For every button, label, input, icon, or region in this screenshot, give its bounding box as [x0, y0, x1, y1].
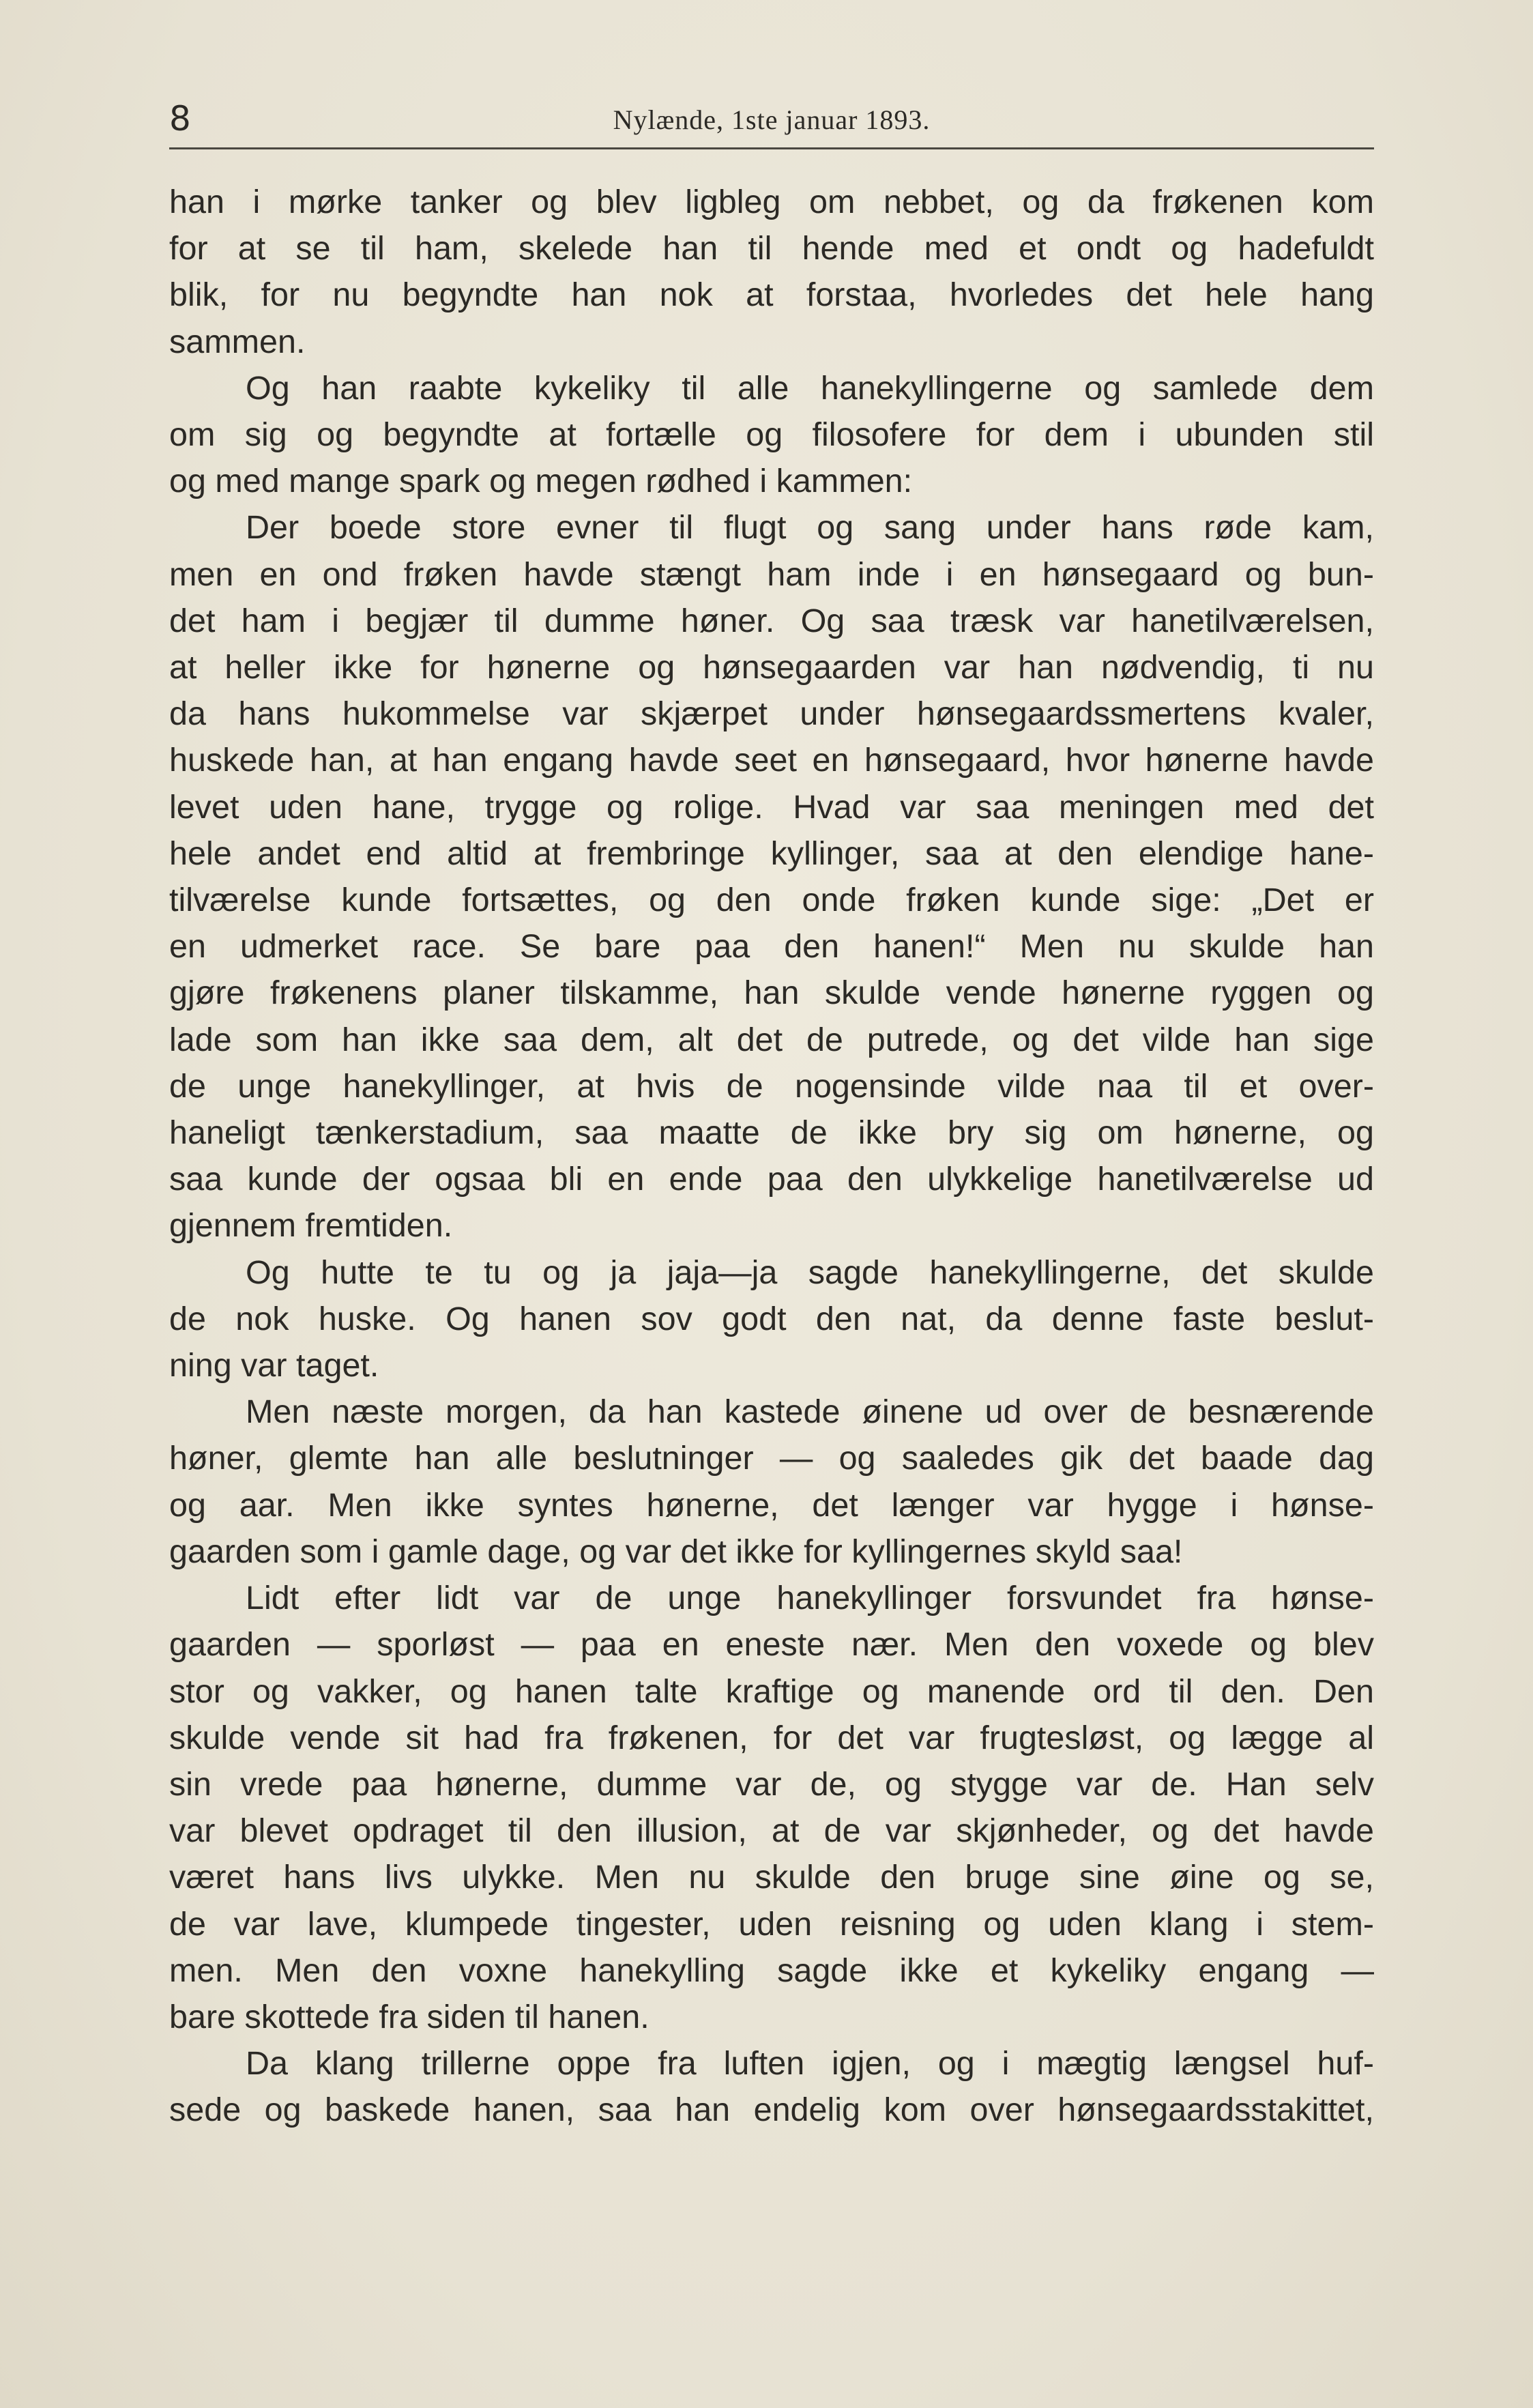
text-line: bare skottede fra siden til hanen.	[169, 1998, 649, 2035]
text-line: sammen.	[169, 323, 306, 360]
text-line: Men næste morgen, da han kastede øinene ud over de besnærende	[246, 1393, 1374, 1431]
body-text	[169, 179, 1374, 2134]
text-line: Lidt efter lidt var de unge hanekyllinger forsvundet fra hønse-	[246, 1580, 1374, 1617]
text-line: gaarden som i gamle dage, og var det ikke for kyllingernes skyld saa!	[169, 1533, 1183, 1570]
text-line: for at se til ham, skelede han til hende med et ondt og hadefuldt	[169, 230, 1374, 267]
text-line: ning var taget.	[169, 1347, 379, 1384]
text-line: de unge hanekyllinger, at hvis de nogensinde vilde naa til et over-	[169, 1067, 1374, 1105]
text-line: da hans hukommelse var skjærpet under hønsegaardssmertens kvaler,	[169, 695, 1374, 733]
text-line: tilværelse kunde fortsættes, og den onde frøken kunde sige: „Det er	[169, 882, 1374, 919]
text-line: skulde vende sit had fra frøkenen, for det var frugtesløst, og lægge al	[169, 1719, 1374, 1756]
text-line: levet uden hane, trygge og rolige. Hvad var saa meningen med det	[169, 788, 1374, 826]
text-line: gjennem fremtiden.	[169, 1207, 453, 1245]
page-header	[169, 96, 1374, 149]
text-line: Og han raabte kykeliky til alle hanekyllingerne og samlede dem	[246, 369, 1374, 407]
text-line: han i mørke tanker og blev ligbleg om nebbet, og da frøkenen kom	[169, 184, 1374, 220]
text-line: det ham i begjær til dumme høner. Og saa træsk var hanetilværelsen,	[169, 602, 1374, 639]
text-line: lade som han ikke saa dem, alt det de putrede, og det vilde han sige	[169, 1021, 1374, 1058]
text-line: haneligt tænkerstadium, saa maatte de ikke bry sig om hønerne, og	[169, 1114, 1374, 1152]
text-line: Og hutte te tu og ja jaja—ja sagde hanekyllingerne, det skulde	[246, 1253, 1374, 1291]
page-number: 8	[169, 99, 191, 139]
text-line: og aar. Men ikke syntes hønerne, det længer var hygge i hønse-	[169, 1486, 1374, 1524]
text-line: om sig og begyndte at fortælle og filosofere for dem i ubunden stil	[169, 416, 1374, 454]
text-line: huskede han, at han engang havde seet en hønsegaard, hvor hønerne havde	[169, 742, 1374, 779]
text-line: sede og baskede hanen, saa han endelig kom over hønsegaardsstakittet,	[169, 2091, 1374, 2129]
text-line: at heller ikke for hønerne og hønsegaarden var han nødvendig, ti nu	[169, 649, 1374, 686]
text-line: Der boede store evner til flugt og sang under hans røde kam,	[246, 509, 1374, 547]
text-line: gjøre frøkenens planer tilskamme, han skulde vende hønerne ryggen og	[169, 974, 1374, 1012]
text-line: høner, glemte han alle beslutninger — og saaledes gik det baade dag	[169, 1440, 1374, 1477]
text-line: gaarden — sporløst — paa en eneste nær. Men den voxede og blev	[169, 1626, 1374, 1664]
text-line: Da klang trillerne oppe fra luften igjen, og i mægtig længsel huf-	[246, 2045, 1374, 2083]
text-line: men en ond frøken havde stængt ham inde i en hønsegaard og bun-	[169, 555, 1374, 593]
text-line: de nok huske. Og hanen sov godt den nat, da denne faste beslut-	[169, 1300, 1374, 1337]
text-line: sin vrede paa hønerne, dumme var de, og stygge var de. Han selv	[169, 1765, 1374, 1803]
text-line: stor og vakker, og hanen talte kraftige og manende ord til den. Den	[169, 1672, 1374, 1710]
text-line: saa kunde der ogsaa bli en ende paa den ulykkelige hanetilværelse ud	[169, 1161, 1374, 1198]
text-line: var blevet opdraget til den illusion, at de var skjønheder, og det havde	[169, 1812, 1374, 1850]
text-line: blik, for nu begyndte han nok at forstaa, hvorledes det hele hang	[169, 276, 1374, 314]
text-line: og med mange spark og megen rødhed i kammen:	[169, 463, 913, 500]
text-line: været hans livs ulykke. Men nu skulde den bruge sine øine og se,	[169, 1859, 1374, 1896]
text-line: men. Men den voxne hanekylling sagde ikke et kykeliky engang —	[169, 1952, 1374, 1989]
text-line: de var lave, klumpede tingester, uden reisning og uden klang i stem-	[169, 1905, 1374, 1943]
text-line: en udmerket race. Se bare paa den hanen!“ Men nu skulde han	[169, 928, 1374, 966]
running-title: Nylænde, 1ste januar 1893.	[613, 104, 931, 135]
text-line: hele andet end altid at frembringe kyllinger, saa at den elendige hane-	[169, 835, 1374, 872]
